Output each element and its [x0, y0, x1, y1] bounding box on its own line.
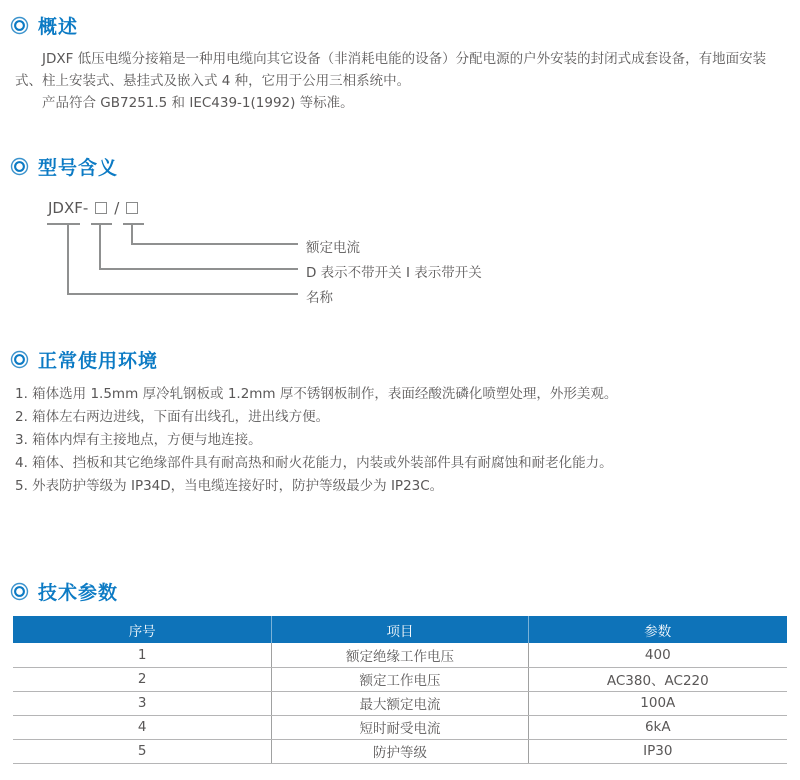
diagram-vline-current — [131, 223, 133, 245]
model-placeholder-box-2 — [126, 202, 138, 214]
double-ring-icon — [10, 350, 29, 369]
model-prefix: JDXF- — [48, 199, 89, 217]
table-row — [13, 643, 787, 667]
diagram-underline-box2 — [123, 223, 144, 225]
diagram-underline-prefix — [47, 223, 80, 225]
table-header-row — [13, 616, 787, 643]
table-row — [13, 739, 787, 763]
section-title-parameters: 技术参数 — [38, 582, 119, 604]
environment-item: 1. 箱体选用 1.5mm 厚冷轧钢板或 1.2mm 厚不锈钢板制作，表面经酸洗磷化喷塑处理，外形美观。 — [15, 386, 618, 402]
double-ring-icon — [10, 16, 29, 35]
overview-paragraph-2: 产品符合 GB7251.5 和 IEC439-1(1992) 等标准。 — [42, 95, 354, 111]
table-cell-item: 最大额定电流 — [272, 691, 528, 715]
diagram-label-rated-current: 额定电流 — [306, 240, 360, 256]
diagram-vline-name — [67, 223, 69, 295]
double-ring-icon — [10, 157, 29, 176]
model-code — [48, 199, 138, 217]
table-cell-parameter: 400 — [528, 643, 787, 667]
table-cell-index: 5 — [13, 739, 272, 763]
section-heading-environment — [10, 346, 158, 373]
overview-paragraphs — [15, 48, 787, 114]
table-row — [13, 715, 787, 739]
table-cell-item: 短时耐受电流 — [272, 715, 528, 739]
environment-list — [15, 383, 790, 498]
model-separator: / — [114, 199, 120, 217]
overview-paragraph-1: JDXF 低压电缆分接箱是一种用电缆向其它设备（非消耗电能的设备）分配电源的户外安装的封闭式成套设备，有地面安装式、柱上安装式、悬挂式及嵌入式 4 种，它用于公用三相系统中。 — [15, 51, 767, 89]
section-title-overview: 概述 — [38, 16, 79, 38]
section-title-model-meaning: 型号含义 — [38, 157, 119, 179]
table-cell-index: 2 — [13, 667, 272, 691]
table-row — [13, 667, 787, 691]
model-code-diagram — [0, 193, 800, 318]
table-cell-item: 额定工作电压 — [272, 667, 528, 691]
environment-item: 3. 箱体内焊有主接地点，方便与地连接。 — [15, 432, 262, 448]
table-header-parameter: 参数 — [528, 616, 787, 643]
diagram-hline-switch — [99, 268, 298, 270]
table-cell-item: 防护等级 — [272, 739, 528, 763]
table-header-item: 项目 — [272, 616, 528, 643]
double-ring-icon — [10, 582, 29, 601]
environment-item: 5. 外表防护等级为 IP34D，当电缆连接好时，防护等级最少为 IP23C。 — [15, 478, 444, 494]
section-title-environment: 正常使用环境 — [38, 350, 159, 372]
environment-item: 4. 箱体、挡板和其它绝缘部件具有耐高热和耐火花能力，内装或外装部件具有耐腐蚀和耐老化能力。 — [15, 455, 613, 471]
table-cell-index: 3 — [13, 691, 272, 715]
table-cell-parameter: IP30 — [528, 739, 787, 763]
diagram-hline-current — [131, 243, 298, 245]
section-heading-model-meaning — [10, 153, 118, 180]
table-cell-index: 4 — [13, 715, 272, 739]
diagram-label-name: 名称 — [306, 290, 333, 306]
table-cell-item: 额定绝缘工作电压 — [272, 643, 528, 667]
diagram-vline-switch — [99, 223, 101, 270]
diagram-underline-box1 — [91, 223, 112, 225]
table-cell-parameter: 100A — [528, 691, 787, 715]
table-cell-parameter: AC380、AC220 — [528, 667, 787, 691]
table-row — [13, 691, 787, 715]
environment-item: 2. 箱体左右两边进线，下面有出线孔，进出线方便。 — [15, 409, 330, 425]
diagram-label-switch-code: D 表示不带开关 I 表示带开关 — [306, 265, 482, 281]
table-cell-index: 1 — [13, 643, 272, 667]
diagram-hline-name — [67, 293, 298, 295]
parameters-table — [13, 616, 787, 764]
table-cell-parameter: 6kA — [528, 715, 787, 739]
section-heading-overview — [10, 12, 78, 39]
model-placeholder-box-1 — [95, 202, 107, 214]
table-header-index: 序号 — [13, 616, 272, 643]
section-heading-parameters — [10, 578, 118, 605]
